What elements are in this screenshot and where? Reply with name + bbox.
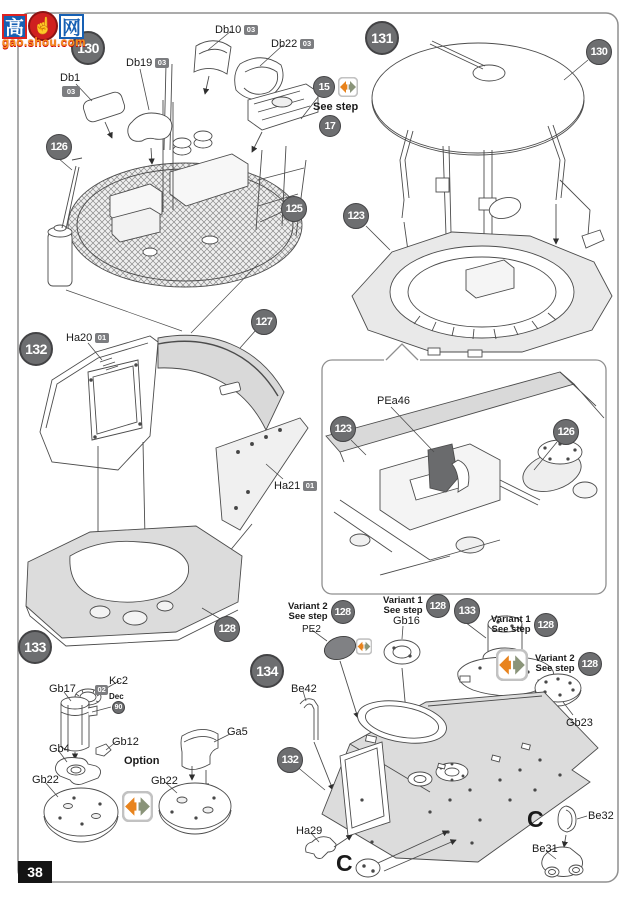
watermark-logo (2, 11, 94, 49)
swap-arrows-icon (496, 649, 528, 686)
callout-123: 123 (343, 203, 369, 229)
part-label-gb22-left: Gb22 (32, 774, 59, 786)
watermark-site-text: gao.shou.com (2, 37, 86, 49)
part-label-ga5: Ga5 (227, 726, 248, 738)
see-step-to-circle: 17 (319, 115, 341, 137)
sprue-badge: 03 (244, 25, 257, 36)
part-label-be31: Be31 (532, 843, 558, 855)
section-letter-c-left: C (336, 850, 353, 876)
part-label-db10 (215, 24, 258, 36)
part-label-pea46: PEa46 (377, 395, 411, 407)
swap-arrows-icon (356, 637, 372, 661)
part-label-pe2: PE2 (302, 624, 321, 635)
variant-see-step: See step (491, 624, 531, 635)
part-label-ha29: Ha29 (296, 825, 323, 837)
variant-see-step: See step (383, 605, 423, 616)
part-label-db1 (60, 72, 80, 97)
swap-arrows-icon (338, 77, 358, 97)
part-name: Ha21 (274, 480, 301, 492)
part-label-gb22-right: Gb22 (151, 775, 178, 787)
swap-arrows-icon (122, 791, 153, 827)
variant-block-right-2 (535, 652, 602, 676)
variant-block-pe2 (288, 600, 355, 624)
variant-step-circle: 128 (331, 600, 355, 624)
see-step-label: See step (313, 101, 359, 113)
callout-125: 125 (281, 196, 307, 222)
part-label-be32: Be32 (588, 810, 614, 822)
part-label-gb16: Gb16 (393, 615, 420, 627)
decal-label: Dec (109, 692, 124, 701)
part-label-ha20 (66, 332, 109, 344)
callout-127: 127 (251, 309, 277, 335)
sprue-badge: 02 (95, 685, 108, 696)
part-label-ha21 (274, 480, 317, 492)
variant-title: Variant 2 (535, 652, 575, 664)
part-name: Db19 (126, 57, 153, 69)
part-label-gb23: Gb23 (566, 717, 593, 729)
part-label-db22 (271, 38, 314, 50)
callout-132: 132 (277, 747, 303, 773)
part-label-kc2: Kc2 (109, 675, 128, 687)
variant-step-circle: 128 (534, 613, 558, 637)
part-name: Db10 (215, 24, 242, 36)
part-label-gb17: Gb17 (49, 683, 76, 695)
step-number-132: 132 (19, 332, 53, 366)
callout-130: 130 (586, 39, 612, 65)
part-label-be42: Be42 (291, 683, 317, 695)
callout-126-inset: 126 (553, 419, 579, 445)
sprue-badge: 03 (155, 58, 168, 69)
part-label-gb4: Gb4 (49, 743, 70, 755)
part-label-db19 (126, 57, 169, 69)
decal-number-circle: 90 (112, 701, 125, 714)
sprue-badge-gb17 (95, 684, 108, 696)
variant-see-step: See step (535, 663, 575, 674)
option-label: Option (124, 755, 160, 767)
section-letter-c-right: C (527, 806, 544, 832)
part-name: Ha20 (66, 332, 93, 344)
sprue-badge: 03 (300, 39, 313, 50)
part-name: Db22 (271, 38, 298, 50)
variant-title: Variant 1 (383, 594, 423, 606)
step-number-131: 131 (365, 21, 399, 55)
variant-title: Variant 2 (288, 600, 328, 612)
variant-title: Variant 1 (491, 613, 531, 625)
watermark-char-right: 网 (59, 14, 84, 39)
illustration-step-130 (48, 31, 318, 333)
variant-block-right-1 (491, 613, 558, 637)
sprue-badge: 01 (303, 481, 316, 492)
step-number-133: 133 (18, 630, 52, 664)
variant-block-gb16 (383, 594, 450, 618)
see-step-from-circle: 15 (313, 76, 335, 98)
part-name: Db1 (60, 72, 81, 84)
callout-123-inset: 123 (330, 416, 356, 442)
illustration-inset-detail (322, 343, 606, 594)
callout-133: 133 (454, 598, 480, 624)
thumbs-up-icon: ☝ (28, 11, 58, 41)
part-label-gb12: Gb12 (112, 736, 139, 748)
callout-128: 128 (214, 616, 240, 642)
sprue-badge: 03 (62, 86, 80, 97)
variant-see-step: See step (288, 611, 328, 622)
page-number: 38 (18, 861, 52, 883)
see-step-block (313, 76, 383, 137)
variant-step-circle: 128 (578, 652, 602, 676)
sprue-badge: 01 (95, 333, 108, 344)
step-number-134: 134 (250, 654, 284, 688)
illustration-step-131 (352, 41, 612, 357)
step-number-130: 130 (71, 31, 105, 65)
watermark-char-left: 高 (2, 14, 27, 39)
variant-step-circle: 128 (426, 594, 450, 618)
callout-126: 126 (46, 134, 72, 160)
illustration-step-132 (26, 330, 308, 646)
